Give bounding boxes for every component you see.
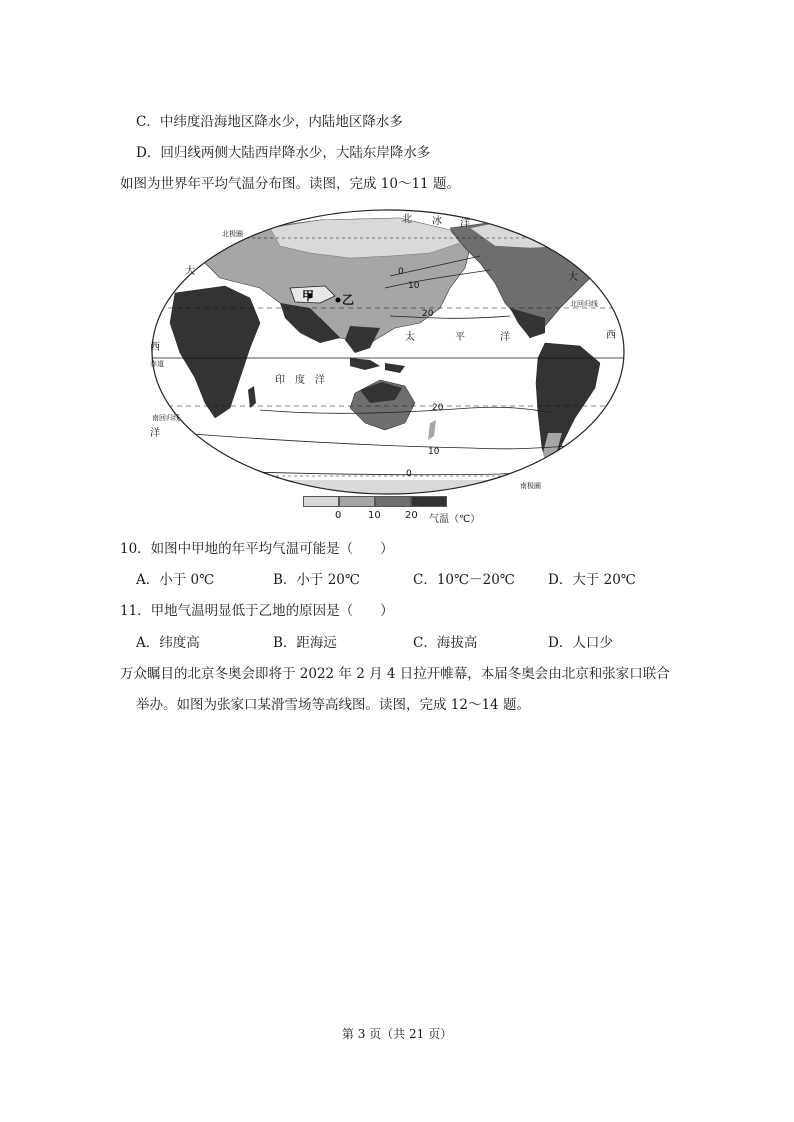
point-yi-marker bbox=[336, 298, 341, 303]
label-iso-10-north: 10 bbox=[408, 281, 420, 291]
label-jia: 甲 bbox=[302, 289, 315, 303]
passage-line-1: 万众瞩目的北京冬奥会即将于 2022 年 2 月 4 日拉开帷幕，本届冬奥会由北京和张家口联合 bbox=[120, 666, 670, 682]
label-ice: 冰 bbox=[432, 216, 442, 227]
label-antarctic-circle: 南极圈 bbox=[520, 482, 541, 490]
map-intro: 如图为世界年平均气温分布图。读图，完成 10～11 题。 bbox=[120, 176, 460, 192]
label-yin: 印 bbox=[275, 375, 285, 386]
question-11-option-c: C．海拔高 bbox=[413, 635, 478, 651]
question-10-option-a: A．小于 0℃ bbox=[136, 572, 215, 588]
legend-tick-0: 0 bbox=[335, 510, 342, 521]
question-11-option-b: B．距海远 bbox=[273, 635, 337, 651]
legend-swatch-band3 bbox=[375, 496, 411, 507]
label-equator: 赤道 bbox=[150, 360, 164, 368]
previous-option-c: C．中纬度沿海地区降水少，内陆地区降水多 bbox=[136, 114, 403, 130]
label-arctic-yang: 洋 bbox=[460, 218, 470, 229]
legend-swatch-band2 bbox=[339, 496, 375, 507]
label-tropic-capricorn: 南回归线 bbox=[152, 414, 180, 422]
label-north: 北 bbox=[402, 214, 412, 225]
page-footer: 第 3 页（共 21 页） bbox=[341, 1027, 453, 1041]
legend-tick-10: 10 bbox=[368, 510, 381, 521]
temperature-legend bbox=[303, 496, 493, 526]
legend-swatch-band1 bbox=[303, 496, 339, 507]
label-xi-left: 西 bbox=[150, 342, 160, 353]
question-10-option-b: B．小于 20℃ bbox=[273, 572, 360, 588]
world-temperature-map bbox=[150, 208, 626, 496]
label-da-left: 大 bbox=[185, 266, 195, 277]
label-yang-left: 洋 bbox=[150, 428, 160, 439]
label-du: 度 bbox=[295, 375, 305, 386]
legend-swatch-band4 bbox=[411, 496, 447, 507]
legend-title: 气温（℃） bbox=[429, 514, 481, 525]
label-da-right: 大 bbox=[568, 272, 578, 283]
label-ping: 平 bbox=[455, 332, 465, 343]
question-10-option-c: C．10℃－20℃ bbox=[413, 572, 515, 588]
label-xi-right: 西 bbox=[606, 330, 616, 341]
label-iso-0-north: 0 bbox=[398, 267, 404, 277]
question-11-option-a: A．纬度高 bbox=[136, 635, 200, 651]
label-yang-pacific: 洋 bbox=[500, 332, 510, 343]
passage-line-2: 举办。如图为张家口某滑雪场等高线图。读图，完成 12～14 题。 bbox=[136, 697, 530, 713]
question-10-stem: 10．如图中甲地的年平均气温可能是（ ） bbox=[120, 541, 394, 557]
label-iso-10-south: 10 bbox=[428, 447, 440, 457]
previous-option-d: D．回归线两侧大陆西岸降水少，大陆东岸降水多 bbox=[136, 145, 431, 161]
question-11-stem: 11．甲地气温明显低于乙地的原因是（ ） bbox=[120, 603, 394, 619]
label-yang-indian: 洋 bbox=[315, 375, 325, 386]
label-tai: 太 bbox=[405, 332, 415, 343]
label-yi: 乙 bbox=[342, 293, 355, 307]
legend-tick-20: 20 bbox=[405, 510, 418, 521]
label-iso-20-south: 20 bbox=[432, 403, 444, 413]
question-10-option-d: D．大于 20℃ bbox=[548, 572, 636, 588]
label-iso-20-north: 20 bbox=[422, 309, 434, 319]
greenland bbox=[580, 216, 615, 240]
question-11-option-d: D．人口少 bbox=[548, 635, 613, 651]
label-arctic-circle: 北极圈 bbox=[222, 230, 243, 238]
label-iso-0-south: 0 bbox=[406, 469, 412, 479]
label-tropic-cancer: 北回归线 bbox=[570, 300, 598, 308]
